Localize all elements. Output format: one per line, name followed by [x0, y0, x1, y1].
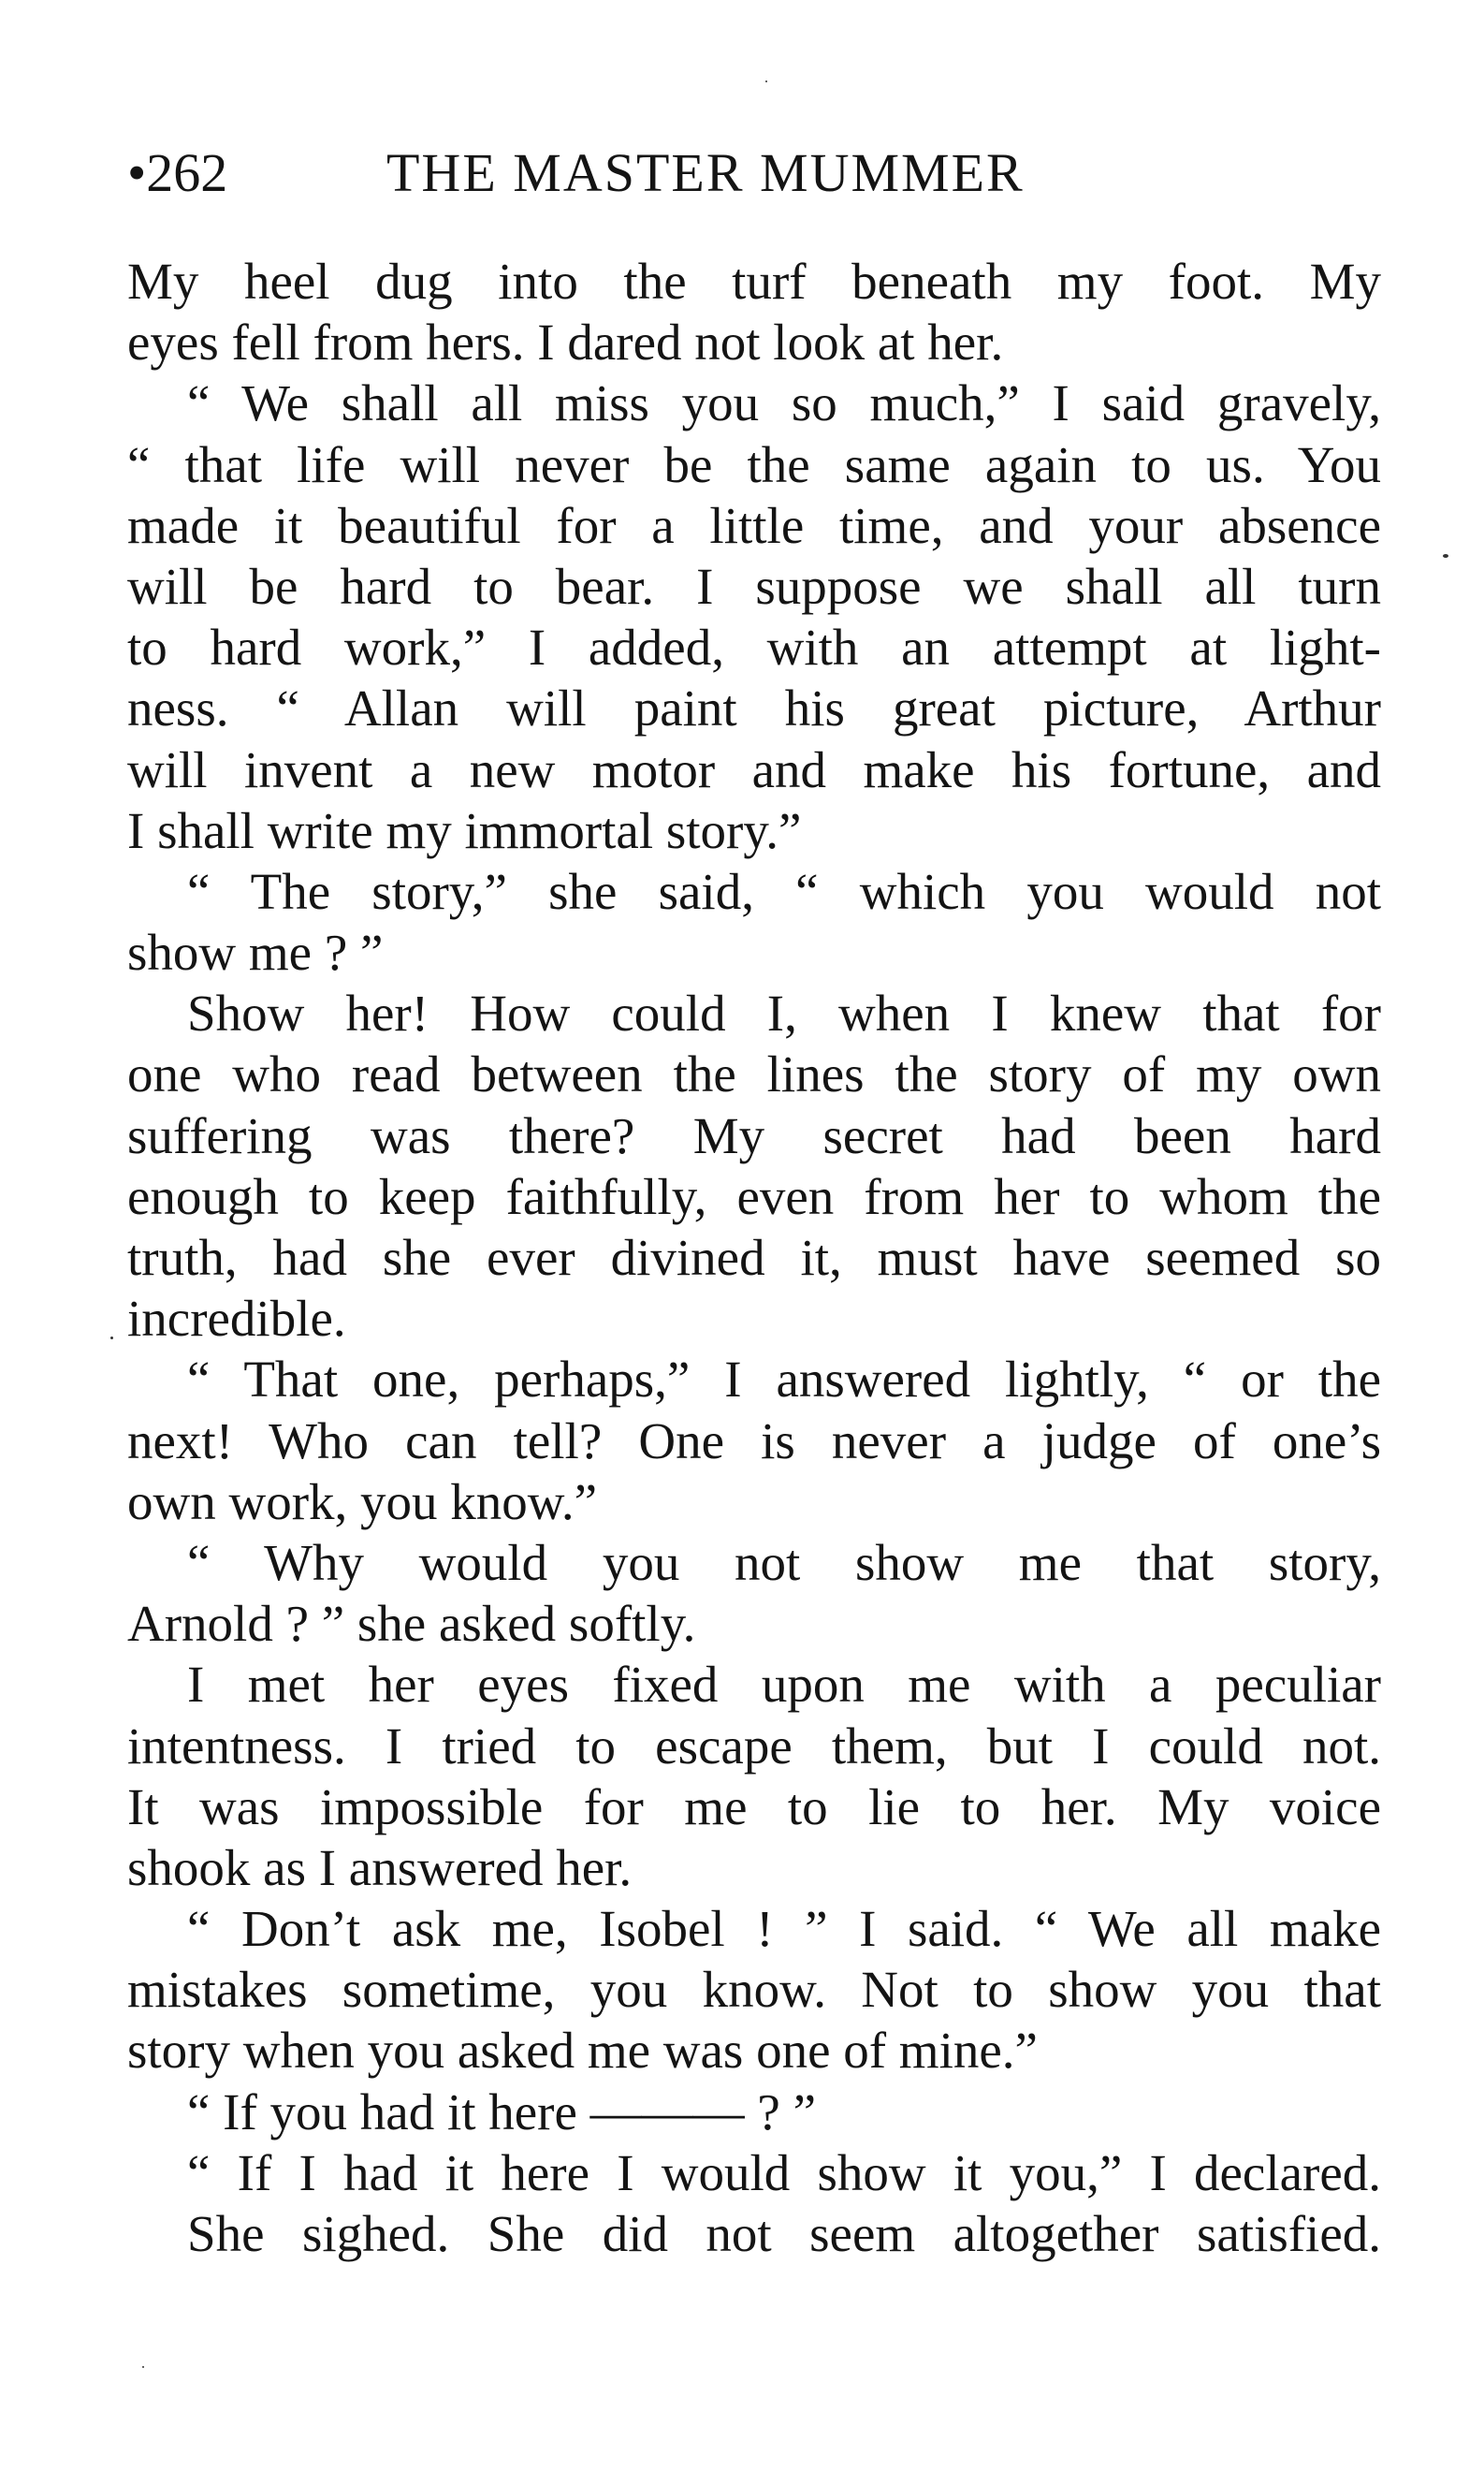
text-line: I shall write my immortal story.” — [127, 801, 802, 859]
text-line: “ If I had it here I would show it you,” I declared. — [187, 2143, 1381, 2201]
text-line: “ The story,” she said, “ which you would not — [187, 862, 1381, 920]
scan-speck — [142, 2366, 144, 2368]
text-line: ness. “ Allan will paint his great picture, Arthur — [127, 679, 1381, 738]
text-line: “ If you had it here ——— ? ” — [187, 2082, 816, 2140]
text-line: to hard work,” I added, with an attempt at light- — [127, 619, 1381, 677]
running-title: THE MASTER MUMMER — [386, 142, 1025, 203]
page-number: •262 — [127, 142, 228, 203]
text-line: “ Don’t ask me, Isobel ! ” I said. “ We all make — [187, 1900, 1381, 1958]
text-line: She sighed. She did not seem altogether satisfied. — [187, 2205, 1381, 2262]
scan-speck — [1443, 554, 1448, 558]
body-text — [127, 251, 1381, 2264]
text-line: intentness. I tried to escape them, but I could not. — [127, 1717, 1381, 1775]
text-line: enough to keep faithfully, even from her to whom the — [127, 1167, 1381, 1225]
text-line: one who read between the lines the story of my own — [127, 1045, 1381, 1103]
text-line: shook as I answered her. — [127, 1838, 633, 1896]
text-line: Arnold ? ” she asked softly. — [127, 1595, 696, 1653]
text-line: next! Who can tell? One is never a judge of one’s — [127, 1411, 1381, 1469]
text-line: made it beautiful for a little time, and your absence — [127, 496, 1381, 554]
text-line: suffering was there? My secret had been hard — [127, 1106, 1381, 1164]
text-line: eyes fell from hers. I dared not look at her. — [127, 314, 1004, 372]
scan-speck — [765, 80, 767, 82]
text-line: “ That one, perhaps,” I answered lightly, “ or the — [187, 1351, 1381, 1409]
text-line: It was impossible for me to lie to her. My voice — [127, 1777, 1381, 1835]
text-line: “ We shall all miss you so much,” I said gravely, — [187, 374, 1381, 432]
text-line: I met her eyes fixed upon me with a peculiar — [187, 1656, 1381, 1714]
text-line: show me ? ” — [127, 924, 384, 982]
text-line: own work, you know.” — [127, 1472, 598, 1530]
text-line: My heel dug into the turf beneath my foot. My — [127, 253, 1381, 310]
text-line: Show her! How could I, when I knew that for — [187, 985, 1381, 1043]
text-line: mistakes sometime, you know. Not to show you that — [127, 1961, 1381, 2019]
text-line: will invent a new motor and make his fortune, and — [127, 740, 1381, 798]
text-line: “ Why would you not show me that story, — [187, 1533, 1381, 1591]
text-line: will be hard to bear. I suppose we shall all turn — [127, 557, 1381, 615]
text-line: incredible. — [127, 1290, 346, 1348]
page-header — [127, 131, 1381, 215]
text-line: story when you asked me was one of mine.” — [127, 2022, 1038, 2080]
text-line: “ that life will never be the same again to us. You — [127, 435, 1381, 493]
scan-speck — [110, 1337, 113, 1339]
text-line: truth, had she ever divined it, must have seemed so — [127, 1229, 1381, 1286]
